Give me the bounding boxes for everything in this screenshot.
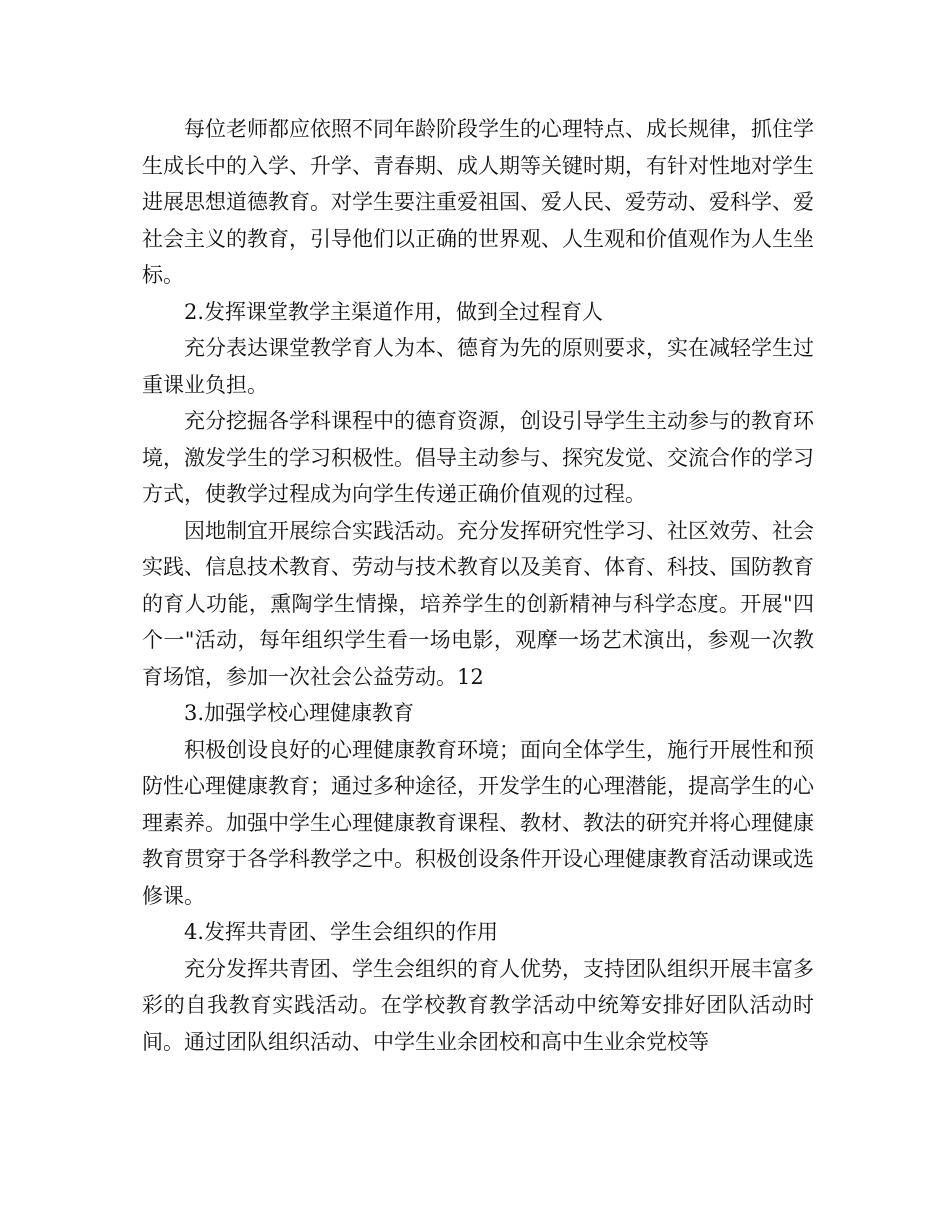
paragraph-practice-activities: 因地制宜开展综合实践活动。充分发挥研究性学习、社区效劳、社会实践、信息技术教育、劳动与技术教育以及美育、体育、科技、国防教育的育人功能，熏陶学生情操，培养学生的创新精神与科学态度。开展"四个一"活动，每年组织学生看一场电影，观摩一场艺术演出，参观一次教育场馆，参加一次社会公益劳动。12 (142, 518, 814, 689)
section-heading-mental-health: 3.加强学校心理健康教育 (184, 701, 415, 725)
document-body (142, 111, 814, 1060)
paragraph-curriculum-resources: 充分挖掘各学科课程中的德育资源，创设引导学生主动参与的教育环境，激发学生的学习积极性。倡导主动参与、探究发觉、交流合作的学习方式，使教学过程成为向学生传递正确价值观的过程。 (142, 409, 814, 506)
section-heading-youth-league: 4.发挥共青团、学生会组织的作用 (184, 920, 499, 944)
paragraph-moral-education: 每位老师都应依照不同年龄阶段学生的心理特点、成长规律，抓住学生成长中的入学、升学、青春期、成人期等关键时期，有针对性地对学生进展思想道德教育。对学生要注重爱祖国、爱人民、爱劳动、爱科学、爱社会主义的教育，引导他们以正确的世界观、人生观和价值观作为人生坐标。 (142, 117, 814, 287)
section-heading-classroom: 2.发挥课堂教学主渠道作用，做到全过程育人 (184, 299, 604, 324)
paragraph-mental-health: 积极创设良好的心理健康教育环境；面向全体学生，施行开展性和预防性心理健康教育；通过多种途径，开发学生的心理潜能，提高学生的心理素养。加强中学生心理健康教育课程、教材、教法的研究并将心理健康教育贯穿于各学科教学之中。积极创设条件开设心理健康教育活动课或选修课。 (142, 737, 814, 908)
paragraph-reduce-burden: 充分表达课堂教学育人为本、德育为先的原则要求，实在减轻学生过重课业负担。 (142, 336, 814, 397)
paragraph-youth-league: 充分发挥共青团、学生会组织的育人优势，支持团队组织开展丰富多彩的自我教育实践活动。在学校教育教学活动中统筹安排好团队活动时间。通过团队组织活动、中学生业余团校和高中生业余党校等 (142, 956, 814, 1054)
